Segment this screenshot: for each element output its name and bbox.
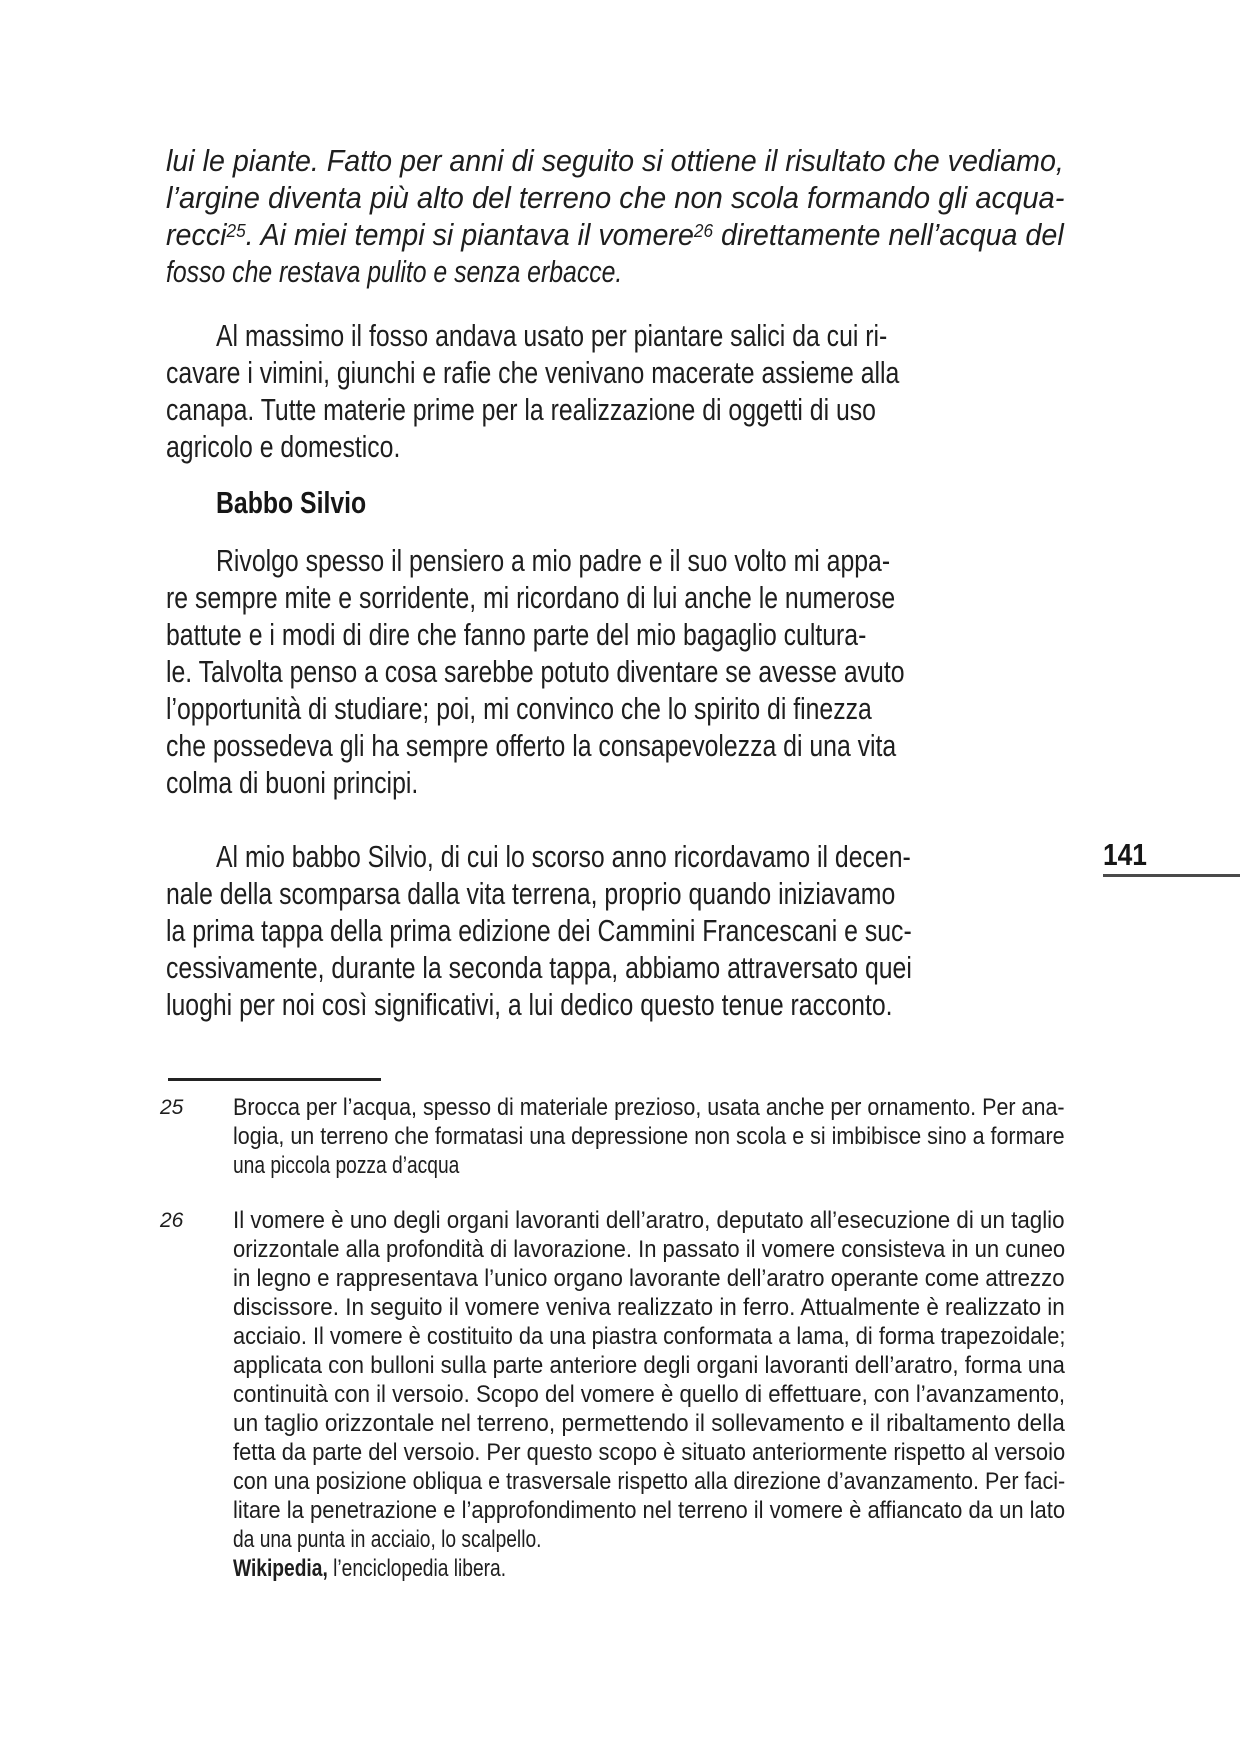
text-line: canapa. Tutte materie prime per la realizzazione di oggetti di uso (166, 392, 876, 427)
text-line: lui le piante. Fatto per anni di seguito si ottiene il risultato che vediamo, (166, 143, 1064, 178)
footnote-26-number: 26 (160, 1209, 184, 1232)
text-line: colma di buoni principi. (166, 765, 419, 800)
text-line: fetta da parte del versoio. Per questo scopo è situato anteriormente rispetto al versoio (233, 1439, 1066, 1466)
text-line: Brocca per l’acqua, spesso di materiale prezioso, usata anche per ornamento. Per ana- (233, 1094, 1065, 1121)
text-line: che possedeva gli ha sempre offerto la consapevolezza di una vita (166, 728, 897, 763)
text-line: Wikipedia, l’enciclopedia libera. (233, 1555, 507, 1582)
text-line: una piccola pozza d’acqua (233, 1152, 460, 1179)
text-line: luoghi per noi così significativi, a lui dedico questo tenue racconto. (166, 987, 893, 1022)
footnote-25 (160, 1093, 1065, 1180)
text-line: in legno e rappresentava l’unico organo lavorante dell’aratro operante come attrezzo (233, 1265, 1065, 1292)
text-line: orizzontale alla profondità di lavorazione. In passato il vomere consisteva in un cuneo (233, 1236, 1066, 1263)
text-line: agricolo e domestico. (166, 429, 401, 464)
text-line: Rivolgo spesso il pensiero a mio padre e il suo volto mi appa- (216, 543, 891, 578)
page-number (1103, 836, 1155, 873)
text-line: battute e i modi di dire che fanno parte del mio bagaglio cultura- (166, 617, 867, 652)
page-number-rule (1103, 874, 1240, 877)
main-text-column (166, 142, 1064, 1023)
text-line: l’argine diventa più alto del terreno che non scola formando gli acqua- (166, 180, 1065, 215)
paragraph-salici (166, 317, 1064, 465)
text-line: re sempre mite e sorridente, mi ricordano di lui anche le numerose (166, 580, 896, 615)
text-line: applicata con bulloni sulla parte anteriore degli organi lavoranti dell’aratro, forma una (233, 1352, 1065, 1379)
text-line: Al mio babbo Silvio, di cui lo scorso anno ricordavamo il decen- (216, 839, 911, 874)
text-line: acciaio. Il vomere è costituito da una piastra conformata a lama, di forma trapezoidale; (233, 1323, 1066, 1350)
section-heading-text: Babbo Silvio (216, 485, 367, 520)
text-line: litare la penetrazione e l’approfondimento nel terreno il vomere è affiancato da un lato (233, 1497, 1066, 1524)
text-line: discissore. In seguito il vomere veniva realizzato in ferro. Attualmente è realizzato in (233, 1294, 1065, 1321)
page-number-text: 141 (1103, 837, 1147, 872)
text-line: fosso che restava pulito e senza erbacce. (166, 254, 623, 289)
text-line: continuità con il versoio. Scopo del vomere è quello di effettuare, con l’avanzamento, (233, 1381, 1066, 1408)
text-line: nale della scomparsa dalla vita terrena, proprio quando iniziavamo (166, 876, 896, 911)
footnote-25-number: 25 (160, 1096, 184, 1119)
text-line: cessivamente, durante la seconda tappa, abbiamo attraversato quei (166, 950, 912, 985)
text-line: la prima tappa della prima edizione dei Cammini Francescani e suc- (166, 913, 912, 948)
paragraph-dedica (166, 838, 1064, 1023)
section-heading (166, 484, 1064, 521)
footnotes-section (160, 1075, 1065, 1583)
footnote-separator-rule (168, 1078, 381, 1081)
footnote-26-text (233, 1206, 1065, 1583)
text-line: recci$^{25}$. Ai miei tempi si piantava il vomere$^{26}$ direttamente nell’acqua del (166, 217, 1064, 252)
text-line: Al massimo il fosso andava usato per piantare salici da cui ri- (216, 318, 888, 353)
text-line: un taglio orizzontale nel terreno, permettendo il sollevamento e il ribaltamento della (233, 1410, 1065, 1437)
text-line: con una posizione obliqua e trasversale rispetto alla direzione d’avanzamento. Per faci- (233, 1468, 1066, 1495)
text-line: cavare i vimini, giunchi e rafie che venivano macerate assieme alla (166, 355, 900, 390)
text-line: logia, un terreno che formatasi una depressione non scola e si imbibisce sino a formare (233, 1123, 1065, 1150)
text-line: da una punta in acciaio, lo scalpello. (233, 1526, 542, 1553)
footnote-25-text (233, 1093, 1065, 1180)
paragraph-padre (166, 542, 1064, 801)
paragraph-opening-italic (166, 142, 1064, 290)
text-line: l’opportunità di studiare; poi, mi convinco che lo spirito di finezza (166, 691, 872, 726)
text-line: Il vomere è uno degli organi lavoranti dell’aratro, deputato all’esecuzione di un taglio (233, 1207, 1065, 1234)
footnote-26 (160, 1206, 1065, 1583)
text-line: le. Talvolta penso a cosa sarebbe potuto diventare se avesse avuto (166, 654, 905, 689)
